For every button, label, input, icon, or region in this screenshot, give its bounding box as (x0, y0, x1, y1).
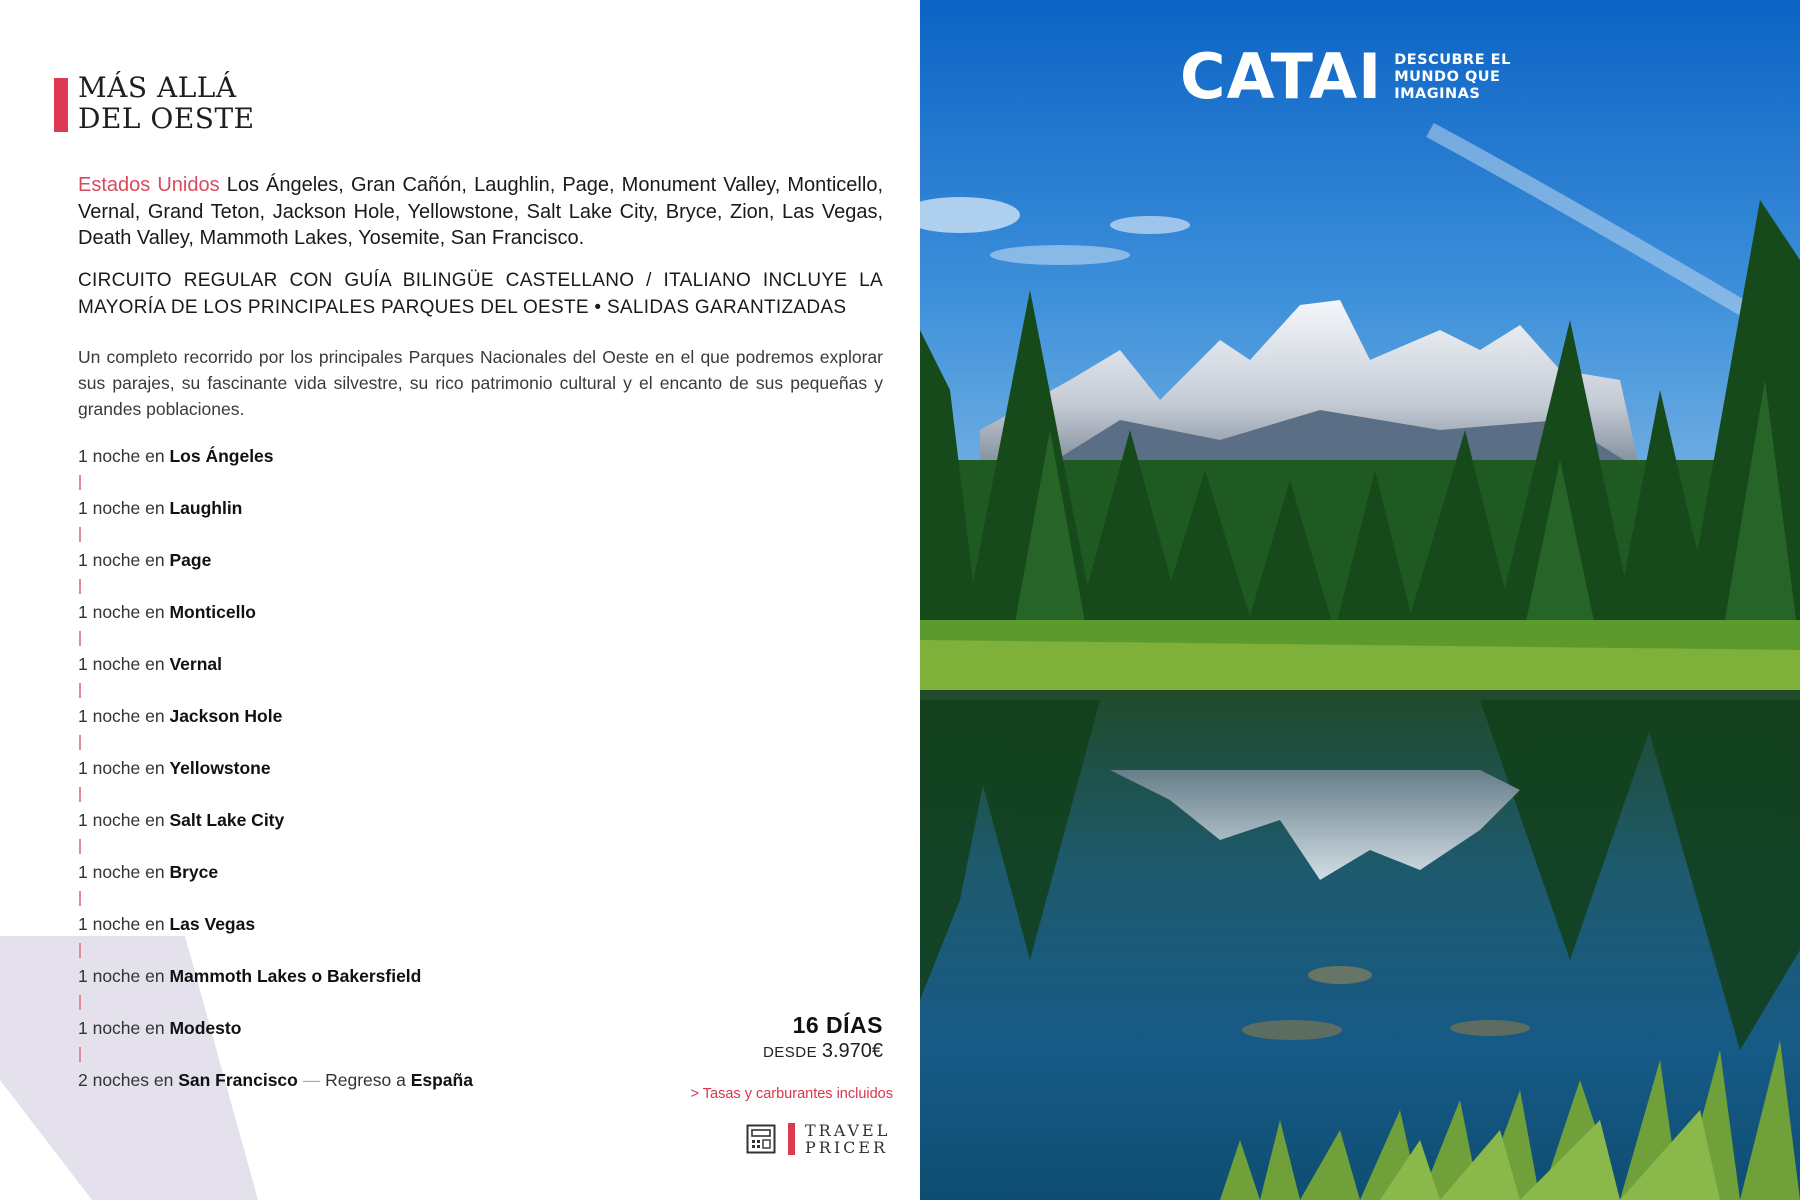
catai-logo (1180, 42, 1511, 112)
itinerary-item (78, 443, 473, 469)
country-label: Estados Unidos (78, 174, 220, 196)
itinerary-separator (78, 833, 473, 859)
itinerary-dash: — (297, 1070, 326, 1090)
itinerary-separator (78, 885, 473, 911)
itinerary-item (78, 755, 473, 781)
itinerary-item (78, 547, 473, 573)
taxes-included-link[interactable]: > Tasas y carburantes incluidos (690, 1086, 893, 1102)
itinerary-place: Jackson Hole (169, 706, 283, 726)
mountain-lake-image (920, 0, 1800, 1200)
itinerary-place: Bryce (169, 862, 219, 882)
itinerary-place: Yellowstone (169, 758, 271, 778)
itinerary-nights: 1 noche en (78, 446, 170, 466)
itinerary-place: Las Vegas (169, 914, 256, 934)
itinerary-nights: 1 noche en (78, 758, 170, 778)
tagline-line-3: IMAGINAS (1394, 85, 1481, 102)
itinerary-place: San Francisco (178, 1070, 298, 1090)
itinerary-place: Los Ángeles (169, 446, 274, 466)
itinerary-separator (78, 521, 473, 547)
itinerary-item (78, 651, 473, 677)
destinations-paragraph (78, 172, 883, 252)
itinerary-place: Monticello (169, 602, 256, 622)
itinerary-nights: 1 noche en (78, 498, 170, 518)
itinerary-item (78, 963, 473, 989)
itinerary-separator (78, 989, 473, 1015)
itinerary-place: Laughlin (169, 498, 243, 518)
itinerary-place: Salt Lake City (169, 810, 285, 830)
title-accent-bar (54, 78, 68, 132)
itinerary-separator (78, 677, 473, 703)
pricer-line-2: PRICER (805, 1138, 889, 1157)
return-label: Regreso a (325, 1070, 411, 1090)
title-line-2: DEL OESTE (78, 102, 255, 135)
travel-pricer-logo (746, 1122, 890, 1156)
itinerary-item (78, 911, 473, 937)
itinerary-item-final (78, 1067, 473, 1093)
itinerary-item (78, 859, 473, 885)
calculator-icon (746, 1124, 776, 1154)
itinerary-list (78, 443, 473, 1093)
price-from-label: DESDE (762, 1044, 822, 1061)
itinerary-nights: 1 noche en (78, 862, 170, 882)
itinerary-separator (78, 729, 473, 755)
itinerary-item (78, 703, 473, 729)
destinations-list: Los Ángeles, Gran Cañón, Laughlin, Page, Monument Valley, Monticello, Vernal, Grand Teton, Jackson Hole, Yellowstone, Salt Lake City, Bryce, Zion, Las Vegas, Death Valley, Mammoth Lakes, Yosemite, San Francisco. (78, 174, 883, 249)
itinerary-separator (78, 469, 473, 495)
price-amount: 3.970€ (821, 1040, 883, 1062)
itinerary-separator (78, 937, 473, 963)
pricer-line-1: TRAVEL (805, 1121, 891, 1140)
itinerary-nights: 1 noche en (78, 1018, 170, 1038)
tagline-line-1: DESCUBRE EL (1394, 51, 1511, 68)
itinerary-separator (78, 625, 473, 651)
itinerary-separator (78, 573, 473, 599)
trip-duration: 16 DÍAS (792, 1012, 883, 1038)
itinerary-place: Page (169, 550, 212, 570)
itinerary-nights: 1 noche en (78, 966, 170, 986)
itinerary-nights: 1 noche en (78, 654, 170, 674)
return-place: España (410, 1070, 473, 1090)
circuit-description: CIRCUITO REGULAR CON GUÍA BILINGÜE CASTELLANO / ITALIANO INCLUYE LA MAYORÍA DE LOS PRINCIPALES PARQUES DEL OESTE • SALIDAS GARANTIZADAS (78, 270, 883, 318)
cover-photo (920, 0, 1800, 1200)
itinerary-item (78, 599, 473, 625)
brand-name: CATAI (1180, 40, 1383, 113)
itinerary-nights: 2 noches en (78, 1070, 179, 1090)
itinerary-nights: 1 noche en (78, 550, 170, 570)
itinerary-place: Vernal (169, 654, 223, 674)
itinerary-nights: 1 noche en (78, 706, 170, 726)
itinerary-place: Modesto (169, 1018, 242, 1038)
itinerary-item (78, 495, 473, 521)
itinerary-item (78, 807, 473, 833)
intro-paragraph: Un completo recorrido por los principales Parques Nacionales del Oeste en el que podremos explorar sus parajes, su fascinante vida silvestre, su rico patrimonio cultural y el encanto de sus pequeñas y grandes poblaciones. (78, 347, 883, 419)
title-line-1: MÁS ALLÁ (78, 71, 237, 104)
pricer-accent-bar (788, 1123, 795, 1155)
itinerary-nights: 1 noche en (78, 602, 170, 622)
itinerary-nights: 1 noche en (78, 810, 170, 830)
itinerary-nights: 1 noche en (78, 914, 170, 934)
itinerary-place: Mammoth Lakes o Bakersfield (169, 966, 422, 986)
itinerary-separator (78, 1041, 473, 1067)
page-title (54, 72, 255, 134)
tagline-line-2: MUNDO QUE (1394, 68, 1501, 85)
price-block (680, 1040, 883, 1063)
brand-tagline (1394, 52, 1511, 103)
itinerary-separator (78, 781, 473, 807)
itinerary-item (78, 1015, 473, 1041)
